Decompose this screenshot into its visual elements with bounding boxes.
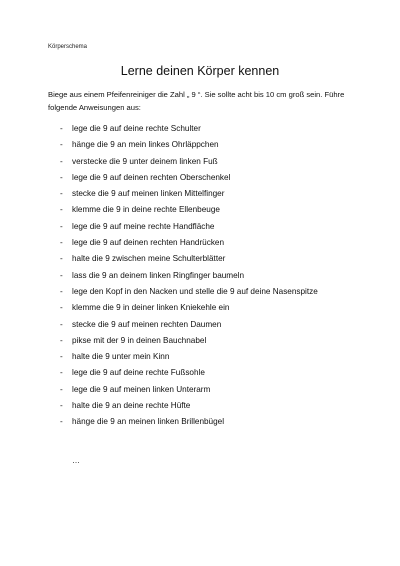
- bullet-dash: -: [60, 189, 63, 199]
- list-item-text: stecke die 9 auf meinen linken Mittelfinger: [72, 189, 225, 199]
- bullet-dash: -: [60, 401, 63, 411]
- list-item-text: halte die 9 zwischen meine Schulterblätter: [72, 254, 226, 264]
- bullet-dash: -: [60, 319, 63, 329]
- bullet-dash: -: [60, 156, 63, 166]
- list-item: [60, 186, 360, 202]
- bullet-dash: -: [60, 205, 63, 215]
- list-item: [60, 137, 360, 153]
- list-item-text: halte die 9 an deine rechte Hüfte: [72, 401, 191, 411]
- bullet-dash: -: [60, 352, 63, 362]
- bullet-dash: -: [60, 384, 63, 394]
- list-item-text: hänge die 9 an mein linkes Ohrläppchen: [72, 140, 219, 150]
- list-item: [60, 365, 360, 381]
- list-item-text: lege die 9 auf deine rechte Fußsohle: [72, 368, 205, 378]
- bullet-dash: -: [60, 140, 63, 150]
- list-item: [60, 300, 360, 316]
- bullet-dash: -: [60, 335, 63, 345]
- list-item-text: hänge die 9 an meinen linken Brillenbügel: [72, 417, 225, 427]
- bullet-dash: -: [60, 303, 63, 313]
- list-item-text: stecke die 9 auf meinen rechten Daumen: [72, 319, 222, 329]
- intro-paragraph: Biege aus einem Pfeifenreiniger die Zahl „ 9 “. Sie sollte acht bis 10 cm groß sein. Führe folgende Anweisungen aus:: [48, 90, 345, 112]
- list-item-text: klemme die 9 in deine rechte Ellenbeuge: [72, 205, 220, 215]
- list-item: [60, 268, 360, 284]
- list-item: [60, 154, 360, 170]
- list-item-text: verstecke die 9 unter deinem linken Fuß: [72, 156, 218, 166]
- list-item: [60, 349, 360, 365]
- list-item: [60, 333, 360, 349]
- bullet-dash: -: [60, 368, 63, 378]
- bullet-dash: -: [60, 172, 63, 182]
- list-item: [60, 317, 360, 333]
- list-item-text: lege die 9 auf deine rechte Schulter: [72, 124, 201, 133]
- bullet-dash: -: [60, 286, 63, 296]
- list-item-text: lege die 9 auf deinen rechten Handrücken: [72, 238, 225, 248]
- list-item-text: lege die 9 auf meine rechte Handfläche: [72, 221, 215, 231]
- list-item: [60, 170, 360, 186]
- instruction-list: [60, 121, 360, 431]
- list-item-text: pikse mit der 9 in deinen Bauchnabel: [72, 335, 207, 345]
- bullet-dash: -: [60, 124, 63, 133]
- list-item-text: klemme die 9 in deiner linken Kniekehle ein: [72, 303, 230, 313]
- list-item: [60, 202, 360, 218]
- list-item: [60, 414, 360, 430]
- bullet-dash: -: [60, 270, 63, 280]
- list-item: [60, 382, 360, 398]
- list-item: [60, 251, 360, 267]
- page-title: Lerne deinen Körper kennen: [120, 64, 280, 78]
- continuation-ellipsis: …: [72, 456, 80, 465]
- list-item-text: halte die 9 unter mein Kinn: [72, 352, 170, 362]
- bullet-dash: -: [60, 221, 63, 231]
- list-item-text: lege die 9 auf meinen linken Unterarm: [72, 384, 211, 394]
- bullet-dash: -: [60, 238, 63, 248]
- list-item-text: lege die 9 auf deinen rechten Oberschenkel: [72, 172, 231, 182]
- list-item-text: lass die 9 an deinem linken Ringfinger baumeln: [72, 270, 245, 280]
- bullet-dash: -: [60, 254, 63, 264]
- list-item: [60, 284, 360, 300]
- list-item: [60, 219, 360, 235]
- header-label: Körperschema: [48, 44, 88, 50]
- list-item: [60, 235, 360, 251]
- bullet-dash: -: [60, 417, 63, 427]
- list-item: [60, 398, 360, 414]
- list-item: [60, 121, 360, 137]
- list-item-text: lege den Kopf in den Nacken und stelle die 9 auf deine Nasenspitze: [72, 286, 318, 296]
